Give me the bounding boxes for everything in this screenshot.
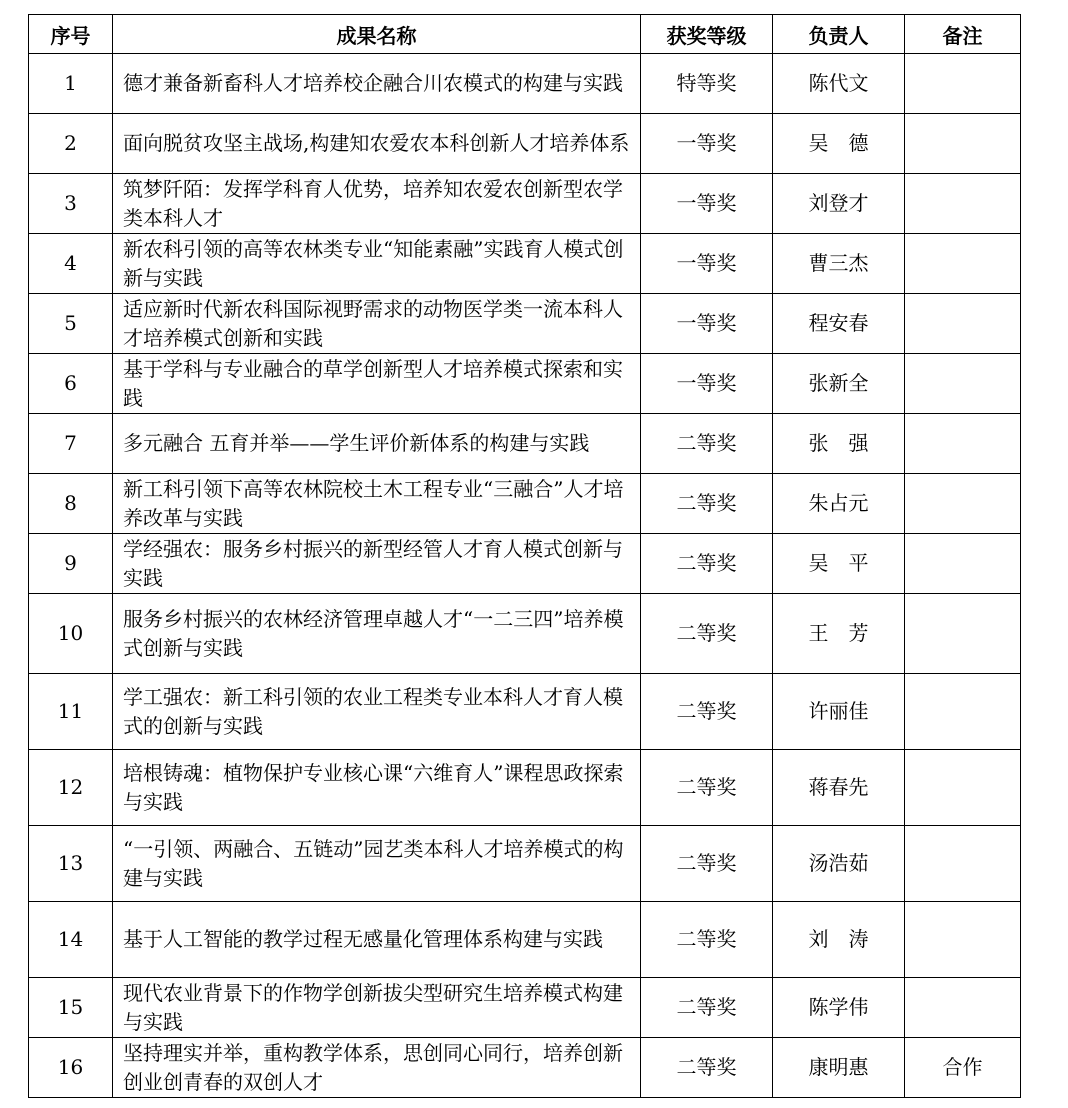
table-row	[29, 414, 1021, 474]
row-index: 10	[29, 594, 113, 674]
table-row	[29, 674, 1021, 750]
table-row	[29, 474, 1021, 534]
row-remark	[905, 174, 1021, 234]
row-leader: 朱占元	[773, 474, 905, 534]
row-index: 11	[29, 674, 113, 750]
row-level: 二等奖	[641, 414, 773, 474]
row-leader: 刘登才	[773, 174, 905, 234]
table-row	[29, 174, 1021, 234]
row-remark	[905, 294, 1021, 354]
row-remark	[905, 978, 1021, 1038]
row-index: 4	[29, 234, 113, 294]
header-index: 序号	[29, 15, 113, 54]
header-name: 成果名称	[113, 15, 641, 54]
row-name: 培根铸魂：植物保护专业核心课“六维育人”课程思政探索与实践	[113, 750, 641, 826]
table-row	[29, 1038, 1021, 1098]
header-level: 获奖等级	[641, 15, 773, 54]
row-name: “一引领、两融合、五链动”园艺类本科人才培养模式的构建与实践	[113, 826, 641, 902]
row-level: 二等奖	[641, 1038, 773, 1098]
row-remark	[905, 826, 1021, 902]
row-index: 12	[29, 750, 113, 826]
row-remark	[905, 234, 1021, 294]
header-leader: 负责人	[773, 15, 905, 54]
row-name: 多元融合 五育并举——学生评价新体系的构建与实践	[113, 414, 641, 474]
table-row	[29, 234, 1021, 294]
row-level: 二等奖	[641, 902, 773, 978]
row-index: 13	[29, 826, 113, 902]
row-level: 特等奖	[641, 54, 773, 114]
table-row	[29, 54, 1021, 114]
row-leader: 康明惠	[773, 1038, 905, 1098]
row-index: 14	[29, 902, 113, 978]
row-level: 二等奖	[641, 750, 773, 826]
table-row	[29, 594, 1021, 674]
table-row	[29, 826, 1021, 902]
row-remark	[905, 594, 1021, 674]
row-level: 一等奖	[641, 354, 773, 414]
row-remark	[905, 474, 1021, 534]
row-name: 现代农业背景下的作物学创新拔尖型研究生培养模式构建与实践	[113, 978, 641, 1038]
row-index: 16	[29, 1038, 113, 1098]
row-name: 面向脱贫攻坚主战场,构建知农爱农本科创新人才培养体系	[113, 114, 641, 174]
row-leader: 曹三杰	[773, 234, 905, 294]
row-index: 2	[29, 114, 113, 174]
row-name: 学经强农：服务乡村振兴的新型经管人才育人模式创新与实践	[113, 534, 641, 594]
row-leader: 王 芳	[773, 594, 905, 674]
row-remark	[905, 114, 1021, 174]
table-row	[29, 534, 1021, 594]
row-level: 一等奖	[641, 234, 773, 294]
table-row	[29, 902, 1021, 978]
row-index: 3	[29, 174, 113, 234]
row-level: 一等奖	[641, 174, 773, 234]
row-leader: 吴 德	[773, 114, 905, 174]
awards-table	[28, 14, 1021, 1098]
row-name: 新工科引领下高等农林院校土木工程专业“三融合”人才培养改革与实践	[113, 474, 641, 534]
row-level: 一等奖	[641, 114, 773, 174]
row-remark	[905, 54, 1021, 114]
row-index: 1	[29, 54, 113, 114]
row-leader: 刘 涛	[773, 902, 905, 978]
row-leader: 程安春	[773, 294, 905, 354]
row-index: 6	[29, 354, 113, 414]
row-level: 二等奖	[641, 594, 773, 674]
row-leader: 汤浩茹	[773, 826, 905, 902]
row-remark: 合作	[905, 1038, 1021, 1098]
row-level: 二等奖	[641, 534, 773, 594]
row-leader: 吴 平	[773, 534, 905, 594]
row-level: 二等奖	[641, 826, 773, 902]
row-leader: 许丽佳	[773, 674, 905, 750]
header-remark: 备注	[905, 15, 1021, 54]
row-name: 新农科引领的高等农林类专业“知能素融”实践育人模式创新与实践	[113, 234, 641, 294]
row-index: 7	[29, 414, 113, 474]
row-leader: 陈学伟	[773, 978, 905, 1038]
row-name: 学工强农：新工科引领的农业工程类专业本科人才育人模式的创新与实践	[113, 674, 641, 750]
table-row	[29, 294, 1021, 354]
row-index: 9	[29, 534, 113, 594]
table-row	[29, 114, 1021, 174]
table-row	[29, 750, 1021, 826]
row-name: 服务乡村振兴的农林经济管理卓越人才“一二三四”培养模式创新与实践	[113, 594, 641, 674]
row-leader: 张 强	[773, 414, 905, 474]
row-level: 二等奖	[641, 474, 773, 534]
row-leader: 蒋春先	[773, 750, 905, 826]
row-index: 8	[29, 474, 113, 534]
row-remark	[905, 534, 1021, 594]
row-name: 基于人工智能的教学过程无感量化管理体系构建与实践	[113, 902, 641, 978]
table-header-row	[29, 15, 1021, 54]
row-name: 适应新时代新农科国际视野需求的动物医学类一流本科人才培养模式创新和实践	[113, 294, 641, 354]
row-level: 一等奖	[641, 294, 773, 354]
row-index: 5	[29, 294, 113, 354]
row-remark	[905, 414, 1021, 474]
row-remark	[905, 902, 1021, 978]
row-remark	[905, 674, 1021, 750]
table-row	[29, 978, 1021, 1038]
row-name: 德才兼备新畜科人才培养校企融合川农模式的构建与实践	[113, 54, 641, 114]
row-index: 15	[29, 978, 113, 1038]
row-leader: 陈代文	[773, 54, 905, 114]
row-level: 二等奖	[641, 978, 773, 1038]
row-name: 坚持理实并举，重构教学体系，思创同心同行，培养创新创业创青春的双创人才	[113, 1038, 641, 1098]
row-remark	[905, 354, 1021, 414]
table-row	[29, 354, 1021, 414]
row-name: 基于学科与专业融合的草学创新型人才培养模式探索和实践	[113, 354, 641, 414]
row-level: 二等奖	[641, 674, 773, 750]
row-leader: 张新全	[773, 354, 905, 414]
row-name: 筑梦阡陌：发挥学科育人优势，培养知农爱农创新型农学类本科人才	[113, 174, 641, 234]
row-remark	[905, 750, 1021, 826]
